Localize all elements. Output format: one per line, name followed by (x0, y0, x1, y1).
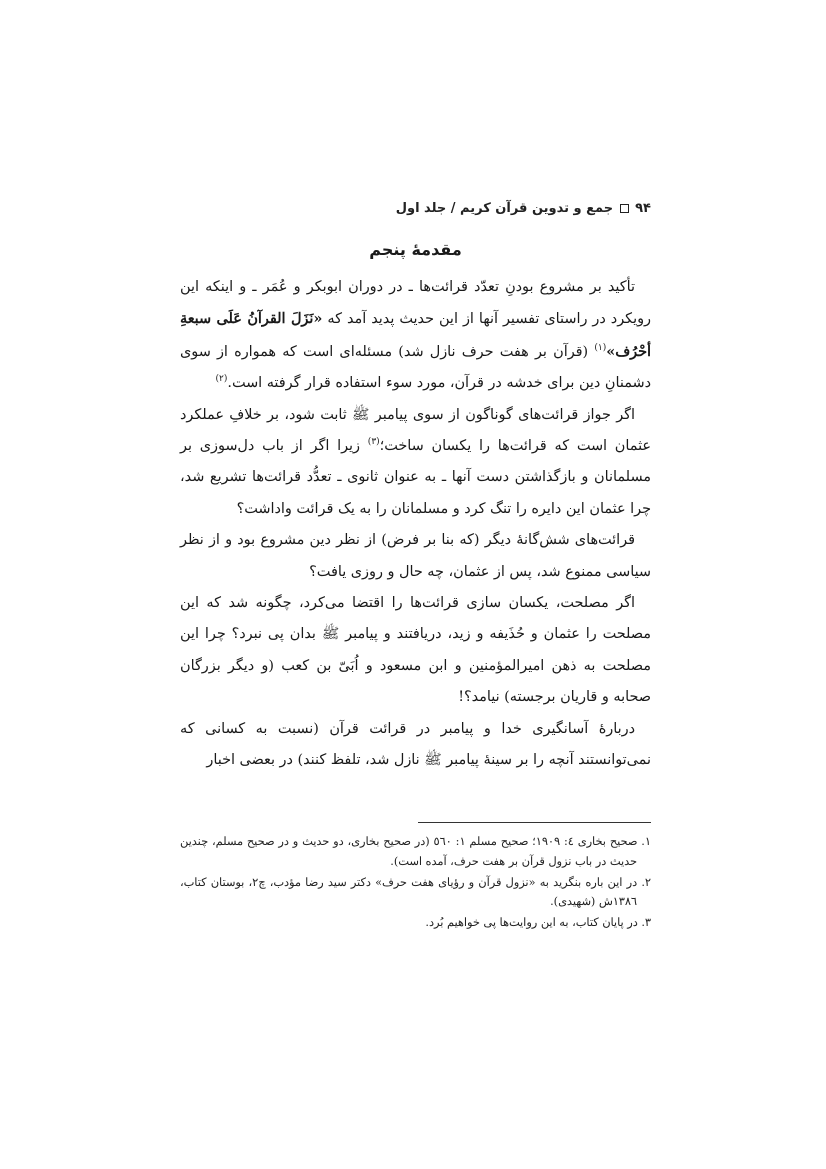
footnote-ref-3: (۳) (367, 437, 380, 448)
paragraph-5: دربارۀ آسانگیری خدا و پیامبر در قرائت قرآن (نسبت به کسانی که نمی‌توانستند آنچه را بر سینۀ پیامبر ﷺ نازل شد، تلفظ کنند) در بعضی اخبار (180, 720, 651, 769)
paragraph-4: اگر مصلحت، یکسان سازی قرائت‌ها را اقتضا می‌کرد، چگونه شد که این مصلحت را عثمان و حُذَیفه و زید، دریافتند و پیامبر ﷺ بدان پی نبرد؟ چرا این مصلحت به ذهن امیرالمؤمنین و ابن مسعود و اُبَیّ بن کعب (و دیگر بزرگان صحابه و قاریان برجسته) نیامد؟! (180, 595, 651, 706)
paragraph-1-text-a: تأکید بر مشروع بودنِ تعدّد قرائت‌ها ـ در دوران ابوبکر و عُمَر ـ و اینکه این رویکرد در راستای تفسیر آنها از این حدیث پدید آمد که (180, 279, 651, 328)
footnote-ref-1: (۱) (594, 343, 607, 354)
main-text (180, 272, 651, 777)
footnote-1: ۱. صحیح بخاری ٤: ۱۹۰۹؛ صحیح مسلم ۱: ٥٦٠ (در صحیح بخاری، دو حدیث و در صحیح مسلم، چندین حدیث در باب نزول قرآن بر هفت حرف، آمده است). (180, 835, 651, 868)
footnote-2: ۲. در این باره بنگرید به «نزول قرآن و رؤیای هفت حرف» دکتر سید رضا مؤدب، چ۲، بوستان کتاب، ۱۳۸٦ش (شهیدی). (180, 875, 651, 909)
square-bullet-icon (620, 204, 629, 213)
paragraph-2-text-a: اگر جواز قرائت‌های گوناگون از سوی پیامبر ﷺ ثابت شود، بر خلافِ عملکرد عثمان است که قرائت‌ها را یکسان ساخت؛ (180, 406, 651, 455)
paragraph-1 (180, 272, 651, 400)
book-title: جمع و تدوین قرآن کریم / جلد اول (395, 200, 614, 216)
running-header (180, 196, 651, 220)
paragraph-3: قرائت‌های شش‌گانۀ دیگر (که بنا بر فرض) از نظر دین مشروع بود و از نظر سیاسی ممنوع شد، پس از عثمان، چه حال و روزی یافت؟ (180, 532, 651, 580)
footnote-divider (418, 822, 651, 823)
section-title: مقدمۀ پنجم (369, 240, 462, 259)
page-number: ۹۴ (635, 200, 651, 216)
paragraph-2-text-b: زیرا اگر از باب دل‌سوزی بر مسلمانان و بازگذاشتن دست آنها ـ به عنوان ثانوی ـ تعدُّد قرائت‌ها تشریع شد، چرا عثمان این دایره را تنگ کرد و مسلمانان را به یک قرائت واداشت؟ (180, 438, 651, 517)
paragraph-2 (180, 400, 651, 526)
paragraph-1-text-b: (قرآن بر هفت حرف نازل شد) مسئله‌ای است که همواره از سوی دشمنانِ دین برای خدشه در قرآن، مورد سوء استفاده قرار گرفته است. (180, 343, 651, 392)
footnote-ref-2: (۲) (215, 374, 228, 385)
footnote-3: ۳. در پایان کتاب، به این روایت‌ها پی خواهیم بُرد. (425, 916, 651, 930)
hadith-quote: «نَزَلَ القرآنُ عَلَی سبعةِ أحْرُف» (180, 310, 651, 360)
footnotes (180, 832, 651, 934)
